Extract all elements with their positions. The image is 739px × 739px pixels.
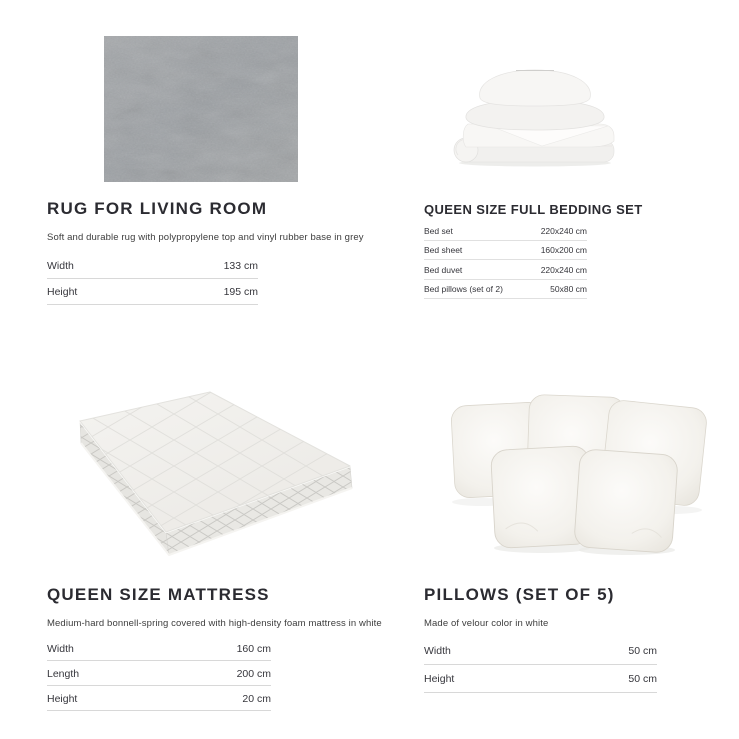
spec-label: Width bbox=[47, 260, 74, 272]
spec-label: Length bbox=[47, 667, 80, 680]
spec-row bbox=[424, 221, 587, 241]
rug-image bbox=[104, 36, 298, 182]
spec-value: 220x240 cm bbox=[540, 264, 587, 275]
spec-value: 160x200 cm bbox=[540, 245, 587, 255]
spec-row bbox=[424, 665, 657, 693]
spec-label: Bed pillows (set of 2) bbox=[424, 284, 503, 294]
spec-label: Bed duvet bbox=[424, 264, 463, 275]
spec-value: 20 cm bbox=[242, 692, 271, 705]
mattress-photo bbox=[64, 388, 364, 565]
spec-label: Width bbox=[47, 642, 74, 655]
spec-value: 200 cm bbox=[236, 667, 271, 680]
bedding-set-photo bbox=[450, 62, 620, 168]
spec-row bbox=[424, 637, 657, 665]
pillows-image bbox=[442, 390, 708, 562]
spec-value: 195 cm bbox=[223, 286, 258, 298]
spec-row bbox=[424, 280, 587, 300]
product-title-pillows: PILLOWS (SET OF 5) bbox=[424, 585, 615, 604]
spec-table-pillows bbox=[424, 637, 657, 693]
mattress-image bbox=[64, 388, 364, 565]
product-title-mattress: QUEEN SIZE MATTRESS bbox=[47, 585, 270, 604]
spec-label: Height bbox=[47, 286, 78, 298]
spec-row bbox=[47, 636, 271, 661]
spec-row bbox=[424, 241, 587, 261]
spec-row bbox=[424, 260, 587, 280]
spec-value: 220x240 cm bbox=[540, 225, 587, 236]
spec-label: Height bbox=[424, 673, 455, 685]
spec-table-bedding bbox=[424, 221, 587, 299]
bedding-set-image bbox=[450, 62, 620, 168]
spec-table-rug bbox=[47, 253, 258, 305]
spec-row bbox=[47, 686, 271, 711]
spec-label: Width bbox=[424, 645, 451, 657]
product-title-bedding: QUEEN SIZE FULL BEDDING SET bbox=[424, 202, 643, 217]
spec-label: Bed sheet bbox=[424, 245, 463, 255]
spec-label: Bed set bbox=[424, 225, 453, 236]
spec-label: Height bbox=[47, 692, 78, 705]
pillows-photo bbox=[442, 390, 708, 562]
spec-value: 50 cm bbox=[628, 673, 657, 685]
product-description-mattress: Medium-hard bonnell-spring covered with high-density foam mattress in white bbox=[47, 618, 382, 629]
spec-table-mattress bbox=[47, 636, 271, 711]
spec-value: 50 cm bbox=[628, 645, 657, 657]
product-description-rug: Soft and durable rug with polypropylene top and vinyl rubber base in grey bbox=[47, 232, 364, 243]
spec-value: 133 cm bbox=[223, 260, 258, 272]
spec-row bbox=[47, 661, 271, 686]
spec-value: 160 cm bbox=[236, 642, 271, 655]
product-title-rug: RUG FOR LIVING ROOM bbox=[47, 199, 268, 218]
spec-value: 50x80 cm bbox=[550, 284, 587, 294]
product-description-pillows: Made of velour color in white bbox=[424, 618, 549, 629]
spec-row bbox=[47, 253, 258, 279]
spec-row bbox=[47, 279, 258, 305]
rug-photo bbox=[104, 36, 298, 182]
